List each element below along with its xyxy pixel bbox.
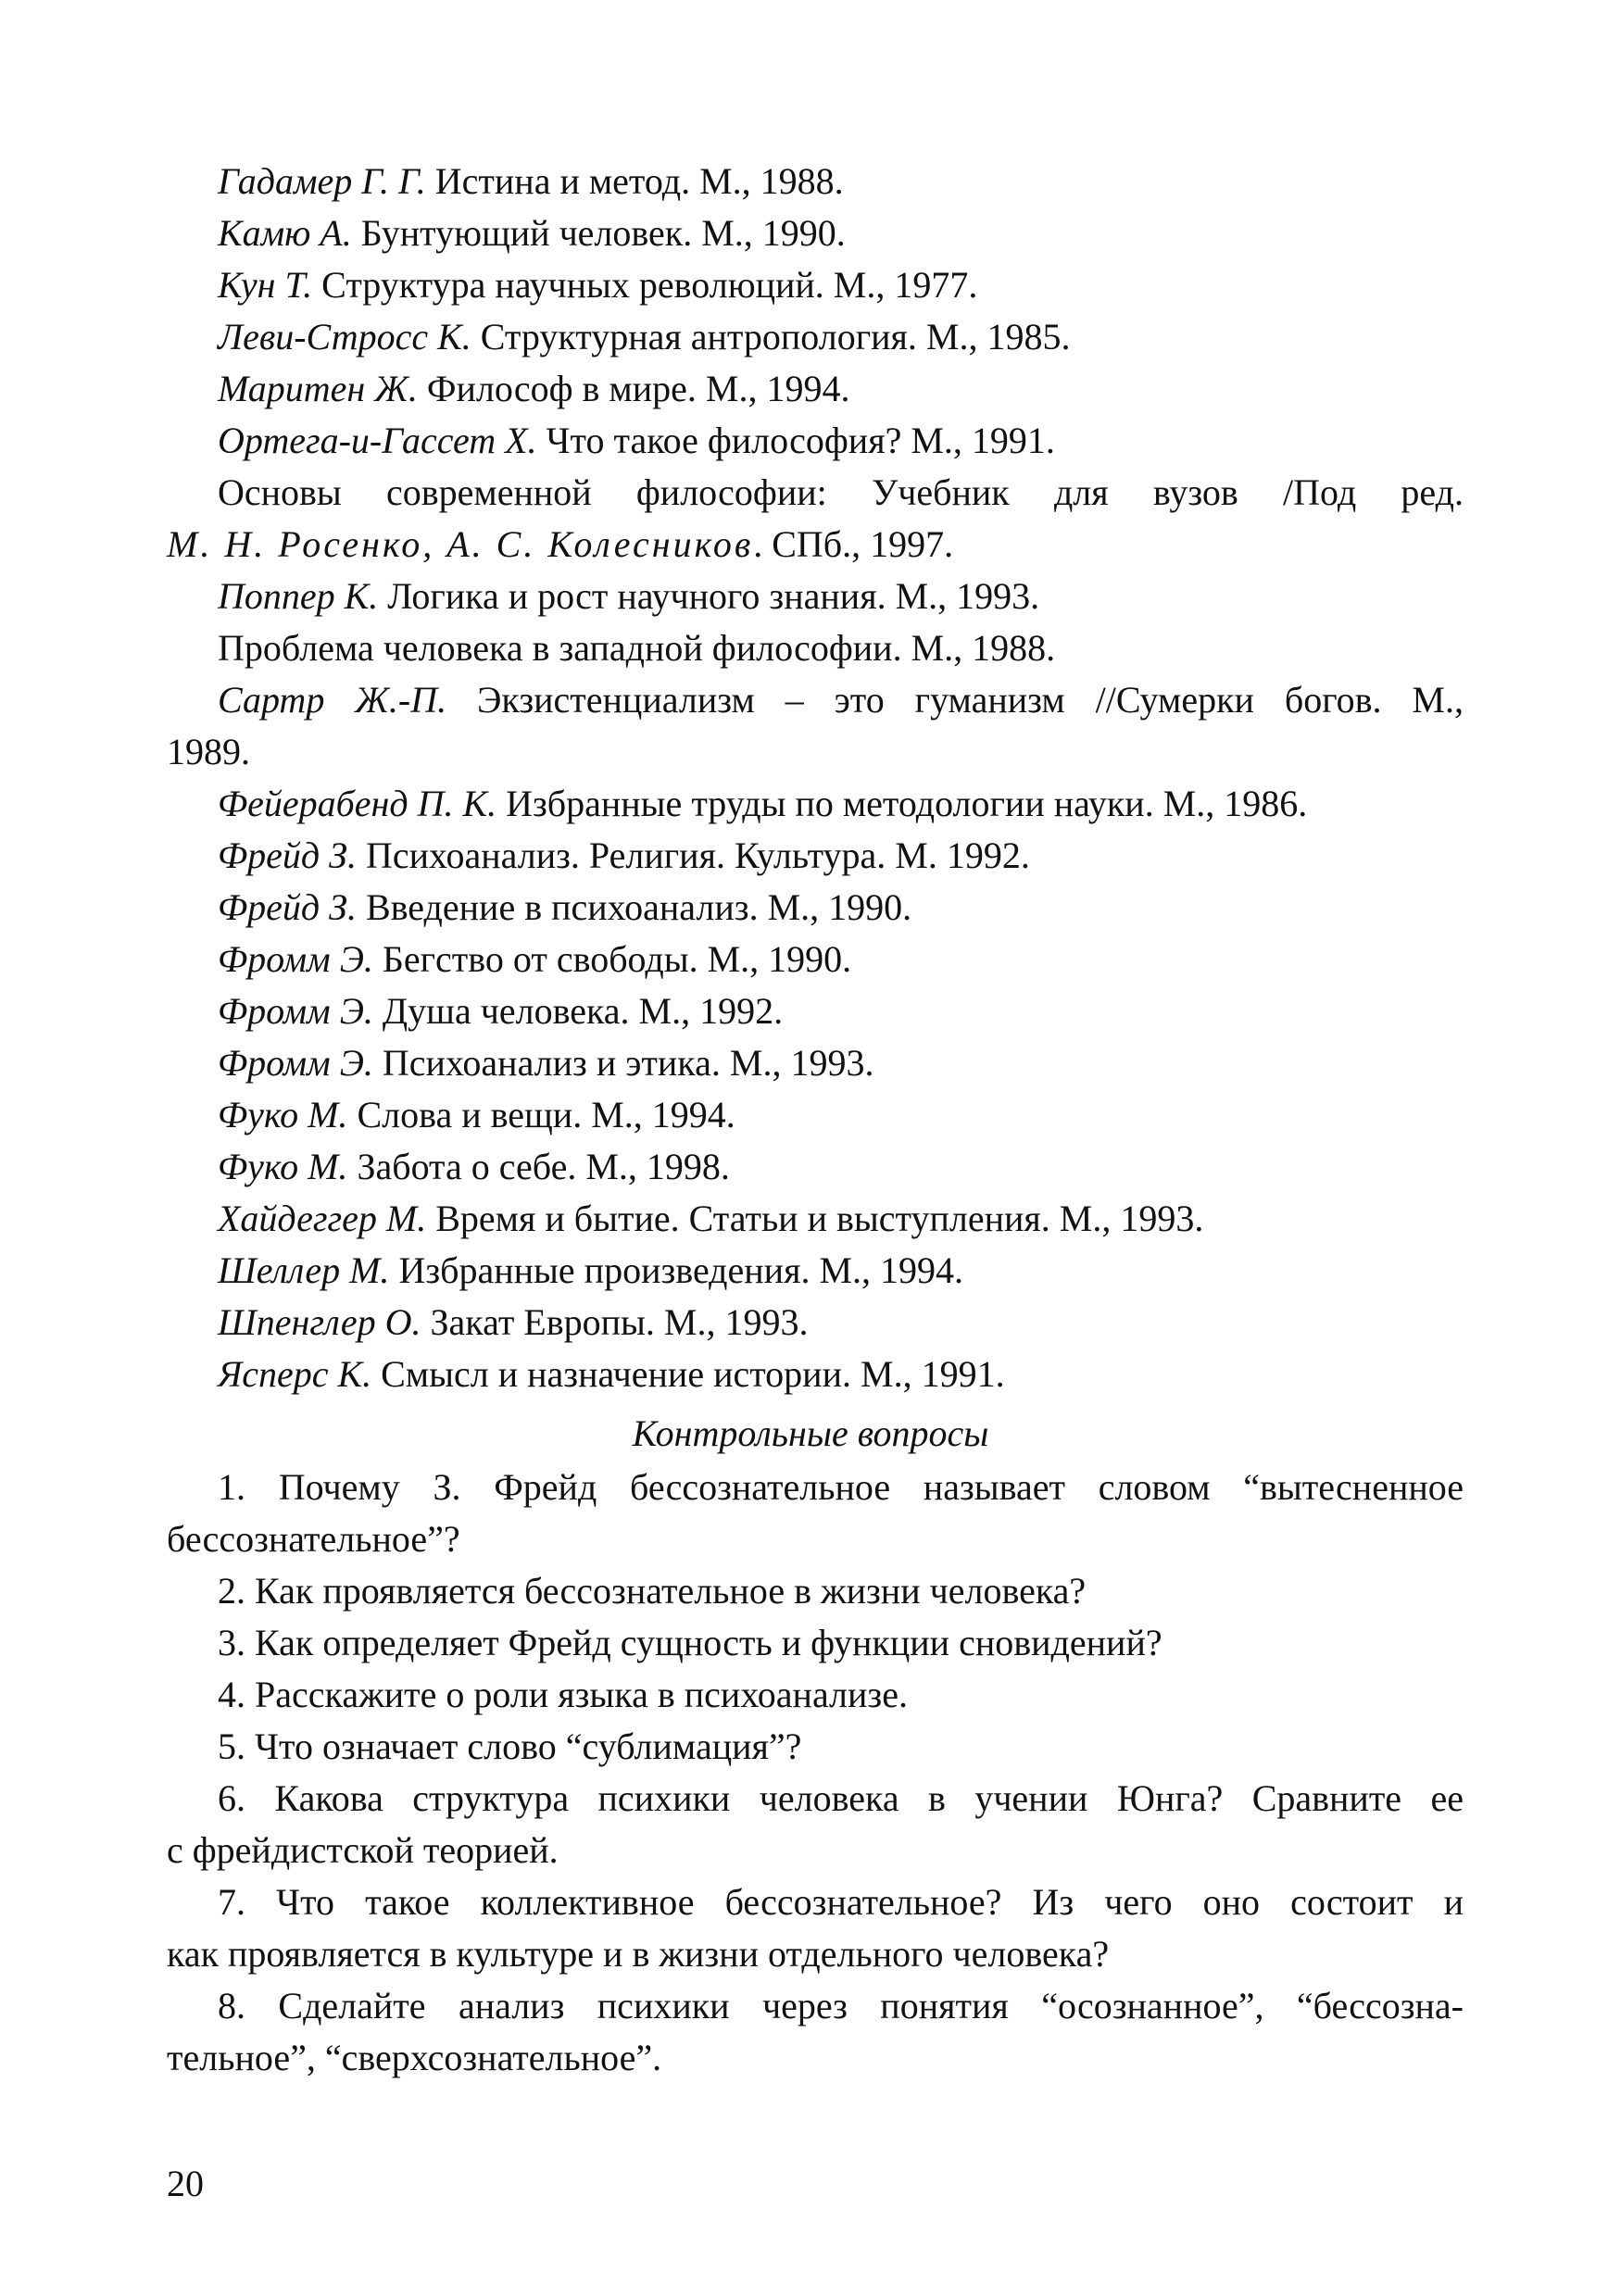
reference-text: Проблема человека в западной философии. М., 1988. <box>218 627 1056 669</box>
question-text-continuation: как проявляется в культуре и в жизни отдельного человека? <box>167 1933 1110 1975</box>
question-item <box>167 1669 1464 1721</box>
question-item <box>167 1721 1464 1773</box>
reference-text: Закат Европы. М., 1993. <box>421 1301 809 1343</box>
reference-item <box>167 415 1464 467</box>
reference-author: Фромм Э. <box>218 938 373 980</box>
reference-item-continuation: 1989. <box>167 731 250 772</box>
reference-text: Забота о себе. М., 1998. <box>347 1146 730 1187</box>
question-item <box>167 1462 1464 1565</box>
reference-item <box>167 363 1464 415</box>
reference-author: Гадамер Г. Г. <box>218 160 426 202</box>
reference-text: Время и бытие. Статьи и выступления. М., 1993. <box>426 1198 1204 1239</box>
reference-item <box>167 311 1464 363</box>
reference-author: Шеллер М. <box>218 1249 390 1291</box>
reference-text: Основы современной философии: Учебник для вузов /Под ред. <box>218 471 1464 513</box>
reference-text: Смысл и назначение истории. М., 1991. <box>371 1353 1005 1395</box>
reference-author: Фейерабенд П. К. <box>218 783 497 824</box>
question-item <box>167 1876 1464 1980</box>
question-text: 7. Что такое коллективное бессознательное? Из чего оно состоит и <box>218 1881 1464 1923</box>
question-text-continuation: бессознательное”? <box>167 1518 460 1560</box>
reference-item <box>167 830 1464 882</box>
reference-text: Истина и метод. М., 1988. <box>425 160 844 202</box>
reference-text: Структурная антропология. М., 1985. <box>471 316 1071 358</box>
question-text: 4. Расскажите о роли языка в психоанализе. <box>218 1674 908 1715</box>
reference-author: Ясперс К. <box>218 1353 372 1395</box>
reference-item <box>167 467 1464 519</box>
reference-text: Философ в мире. М., 1994. <box>417 368 850 409</box>
reference-item <box>167 1297 1464 1349</box>
reference-text: Логика и рост научного знания. М., 1993. <box>378 575 1040 617</box>
reference-item <box>167 571 1464 622</box>
reference-item <box>167 674 1464 726</box>
reference-text: Психоанализ. Религия. Культура. М. 1992. <box>356 834 1030 876</box>
reference-author: Шпенглер О. <box>218 1301 421 1343</box>
reference-item <box>167 778 1464 830</box>
reference-text: Бегство от свободы. М., 1990. <box>372 938 852 980</box>
reference-author: Фрейд З. <box>218 834 357 876</box>
reference-author: Сартр Ж.-П. <box>218 679 447 721</box>
reference-author: Хайдеггер М. <box>218 1198 427 1239</box>
reference-item <box>167 985 1464 1037</box>
reference-item-continuation <box>167 519 1464 571</box>
question-text: 1. Почему З. Фрейд бессознательное называет словом “вытесненное <box>218 1466 1464 1508</box>
reference-item <box>167 1349 1464 1400</box>
question-text: 5. Что означает слово “сублимация”? <box>218 1725 802 1767</box>
reference-item <box>167 156 1464 207</box>
reference-item <box>167 934 1464 985</box>
reference-author: Фромм Э. <box>218 1042 373 1084</box>
reference-author: Маритен Ж. <box>218 368 418 409</box>
reference-item <box>167 259 1464 311</box>
reference-item <box>167 207 1464 259</box>
question-item <box>167 1980 1464 2084</box>
question-text-continuation: тельное”, “сверхсознательное”. <box>167 2037 662 2078</box>
section-title: Контрольные вопросы <box>632 1412 989 1454</box>
question-item <box>167 1617 1464 1669</box>
reference-text: . СПб., 1997. <box>753 523 954 565</box>
reference-author: Фрейд З. <box>218 886 357 928</box>
question-item <box>167 1773 1464 1876</box>
reference-text: Психоанализ и этика. М., 1993. <box>372 1042 874 1084</box>
question-text: 6. Какова структура психики человека в учении Юнга? Сравните ее <box>218 1777 1464 1819</box>
question-item <box>167 1565 1464 1617</box>
reference-text: Душа человека. М., 1992. <box>372 990 784 1032</box>
reference-item <box>167 1141 1464 1193</box>
page-number: 20 <box>167 2163 204 2204</box>
reference-item <box>167 622 1464 674</box>
reference-item <box>167 1245 1464 1297</box>
question-text-continuation: с фрейдистской теорией. <box>167 1829 559 1871</box>
reference-author: Камю А. <box>218 212 352 254</box>
reference-author: Кун Т. <box>218 264 313 306</box>
reference-text: Введение в психоанализ. М., 1990. <box>356 886 912 928</box>
reference-text: Избранные произведения. М., 1994. <box>389 1249 964 1291</box>
reference-text: Структура научных революций. М., 1977. <box>312 264 978 306</box>
reference-text: Экзистенциализм – это гуманизм //Сумерки богов. М., <box>446 679 1464 721</box>
reference-item <box>167 882 1464 934</box>
reference-text: Что такое философия? М., 1991. <box>536 420 1055 461</box>
reference-item <box>167 1089 1464 1141</box>
reference-item <box>167 1193 1464 1245</box>
reference-author: Фромм Э. <box>218 990 373 1032</box>
reference-text: Избранные труды по методологии науки. М., 1986. <box>496 783 1308 824</box>
reference-item <box>167 1037 1464 1089</box>
reference-author: М. Н. Росенко, А. С. Колесников <box>167 523 754 565</box>
question-text: 8. Сделайте анализ психики через понятия “осознанное”, “бессозна- <box>218 1985 1464 2026</box>
reference-author: Леви-Стросс К. <box>218 316 471 358</box>
reference-author: Фуко М. <box>218 1094 348 1135</box>
reference-author: Поппер К. <box>218 575 379 617</box>
reference-text: Бунтующий человек. М., 1990. <box>351 212 846 254</box>
reference-text: Слова и вещи. М., 1994. <box>347 1094 735 1135</box>
reference-author: Фуко М. <box>218 1146 348 1187</box>
question-text: 3. Как определяет Фрейд сущность и функции сновидений? <box>218 1622 1162 1663</box>
reference-author: Ортега-и-Гассет Х. <box>218 420 537 461</box>
question-text: 2. Как проявляется бессознательное в жизни человека? <box>218 1570 1087 1612</box>
